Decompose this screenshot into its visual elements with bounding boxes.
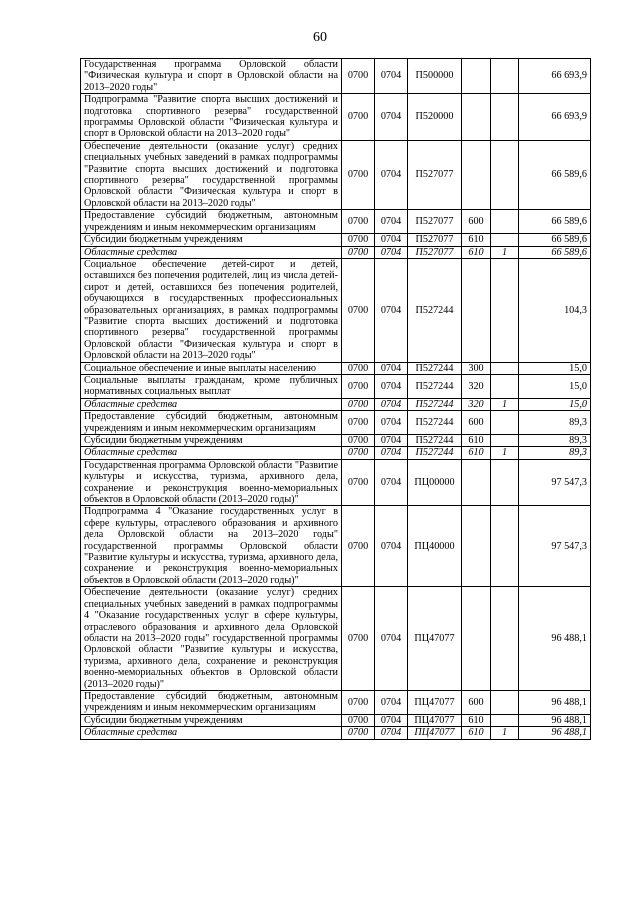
expense-type-code: 600 (462, 210, 491, 234)
expense-type-code (462, 587, 491, 691)
row-description: Социальное обеспечение и иные выплаты населению (81, 362, 342, 374)
funding-source-code: 1 (491, 398, 519, 410)
funding-source-code (491, 140, 519, 209)
funding-source-code (491, 411, 519, 435)
section-code: 0700 (342, 140, 375, 209)
expense-type-code: 300 (462, 362, 491, 374)
funding-source-code (491, 59, 519, 94)
table-row (81, 246, 591, 258)
target-article-code: ПЦ00000 (408, 459, 462, 506)
row-description: Субсидии бюджетным учреждениям (81, 714, 342, 726)
row-description: Областные средства (81, 447, 342, 459)
amount: 66 589,6 (519, 246, 591, 258)
target-article-code: ПЦ47077 (408, 727, 462, 739)
funding-source-code (491, 506, 519, 587)
funding-source-code (491, 258, 519, 362)
expense-type-code: 320 (462, 398, 491, 410)
target-article-code: П527244 (408, 258, 462, 362)
section-code: 0700 (342, 506, 375, 587)
table-row (81, 374, 591, 398)
row-description: Областные средства (81, 246, 342, 258)
funding-source-code (491, 459, 519, 506)
expense-type-code: 320 (462, 374, 491, 398)
section-code: 0700 (342, 411, 375, 435)
target-article-code: П527077 (408, 246, 462, 258)
expense-type-code: 610 (462, 447, 491, 459)
expense-type-code (462, 506, 491, 587)
expense-type-code: 610 (462, 727, 491, 739)
table-row (81, 411, 591, 435)
row-description: Государственная программа Орловской области "Развитие культуры и искусства, туризма, архивного дела, сохранение и реконструкция военно-мемориальных объектов в Орловской области (2013–2020 годы)" (81, 459, 342, 506)
subsection-code: 0704 (375, 398, 408, 410)
row-description: Обеспечение деятельности (оказание услуг) средних специальных учебных заведений в рамках подпрограммы 4 "Оказание государственных услуг в сфере культуры, отраслевого образования и архивного дела Орловской области на 2013–2020 годы" государственной программы Орловской области "Развитие культуры и искусства, туризма, архивного дела, сохранение и реконструкция военно-мемориальных объектов в Орловской области (2013–2020 годы)" (81, 587, 342, 691)
subsection-code: 0704 (375, 140, 408, 209)
table-row (81, 690, 591, 714)
expense-type-code: 610 (462, 234, 491, 246)
table-row (81, 435, 591, 447)
table-row (81, 459, 591, 506)
subsection-code: 0704 (375, 506, 408, 587)
expense-type-code: 610 (462, 246, 491, 258)
expense-type-code: 610 (462, 714, 491, 726)
table-row (81, 210, 591, 234)
expense-type-code (462, 94, 491, 141)
amount: 97 547,3 (519, 459, 591, 506)
row-description: Предоставление субсидий бюджетным, автономным учреждениям и иным некоммерческим организациям (81, 210, 342, 234)
section-code: 0700 (342, 234, 375, 246)
budget-table (80, 58, 591, 740)
amount: 66 589,6 (519, 140, 591, 209)
target-article-code: П527077 (408, 210, 462, 234)
target-article-code: П520000 (408, 94, 462, 141)
table-row (81, 362, 591, 374)
table-row (81, 587, 591, 691)
subsection-code: 0704 (375, 714, 408, 726)
subsection-code: 0704 (375, 411, 408, 435)
section-code: 0700 (342, 94, 375, 141)
subsection-code: 0704 (375, 374, 408, 398)
row-description: Государственная программа Орловской области "Физическая культура и спорт в Орловской области на 2013–2020 годы" (81, 59, 342, 94)
amount: 15,0 (519, 362, 591, 374)
subsection-code: 0704 (375, 459, 408, 506)
table-row (81, 234, 591, 246)
expense-type-code (462, 459, 491, 506)
funding-source-code: 1 (491, 727, 519, 739)
amount: 66 693,9 (519, 59, 591, 94)
expense-type-code: 600 (462, 690, 491, 714)
subsection-code: 0704 (375, 258, 408, 362)
amount: 97 547,3 (519, 506, 591, 587)
expense-type-code (462, 258, 491, 362)
table-row (81, 727, 591, 739)
funding-source-code: 1 (491, 246, 519, 258)
budget-table-body (81, 59, 591, 740)
section-code: 0700 (342, 258, 375, 362)
subsection-code: 0704 (375, 59, 408, 94)
amount: 104,3 (519, 258, 591, 362)
section-code: 0700 (342, 362, 375, 374)
subsection-code: 0704 (375, 246, 408, 258)
target-article-code: П527077 (408, 140, 462, 209)
amount: 89,3 (519, 435, 591, 447)
table-row (81, 447, 591, 459)
amount: 89,3 (519, 447, 591, 459)
target-article-code: П527244 (408, 374, 462, 398)
amount: 66 693,9 (519, 94, 591, 141)
table-row (81, 506, 591, 587)
amount: 96 488,1 (519, 727, 591, 739)
expense-type-code: 610 (462, 435, 491, 447)
section-code: 0700 (342, 714, 375, 726)
section-code: 0700 (342, 210, 375, 234)
section-code: 0700 (342, 447, 375, 459)
amount: 66 589,6 (519, 234, 591, 246)
section-code: 0700 (342, 690, 375, 714)
amount: 89,3 (519, 411, 591, 435)
target-article-code: П527244 (408, 411, 462, 435)
row-description: Субсидии бюджетным учреждениям (81, 435, 342, 447)
row-description: Социальное обеспечение детей-сирот и детей, оставшихся без попечения родителей, лиц из числа детей-сирот и детей, оставшихся без попечения родителей, обучающихся в государственных профессиональных образовательных организациях, в рамках подпрограммы "Развитие спорта высших достижений и подготовка спортивного резерва" государственной программы Орловской области "Физическая культура и спорт в Орловской области на 2013–2020 годы" (81, 258, 342, 362)
subsection-code: 0704 (375, 210, 408, 234)
section-code: 0700 (342, 727, 375, 739)
funding-source-code (491, 362, 519, 374)
target-article-code: П500000 (408, 59, 462, 94)
amount: 96 488,1 (519, 690, 591, 714)
table-row (81, 714, 591, 726)
subsection-code: 0704 (375, 234, 408, 246)
target-article-code: ПЦ47077 (408, 714, 462, 726)
row-description: Подпрограмма "Развитие спорта высших достижений и подготовка спортивного резерва" государственной программы Орловской области "Физическая культура и спорт в Орловской области на 2013–2020 годы" (81, 94, 342, 141)
section-code: 0700 (342, 398, 375, 410)
table-row (81, 258, 591, 362)
expense-type-code (462, 140, 491, 209)
row-description: Подпрограмма 4 "Оказание государственных услуг в сфере культуры, отраслевого образования и архивного дела Орловской области на 2013–2020 годы" государственной программы Орловской области "Развитие культуры и искусства, туризма, архивного дела, сохранение и реконструкция военно-мемориальных объектов в Орловской области (2013–2020 годы)" (81, 506, 342, 587)
subsection-code: 0704 (375, 587, 408, 691)
funding-source-code (491, 690, 519, 714)
target-article-code: П527244 (408, 447, 462, 459)
target-article-code: П527077 (408, 234, 462, 246)
funding-source-code (491, 714, 519, 726)
subsection-code: 0704 (375, 727, 408, 739)
row-description: Обеспечение деятельности (оказание услуг) средних специальных учебных заведений в рамках подпрограммы "Развитие спорта высших достижений и подготовка спортивного резерва" государственной программы Орловской области "Физическая культура и спорт в Орловской области на 2013–2020 годы" (81, 140, 342, 209)
amount: 96 488,1 (519, 714, 591, 726)
section-code: 0700 (342, 587, 375, 691)
amount: 66 589,6 (519, 210, 591, 234)
row-description: Предоставление субсидий бюджетным, автономным учреждениям и иным некоммерческим организациям (81, 690, 342, 714)
funding-source-code: 1 (491, 447, 519, 459)
row-description: Субсидии бюджетным учреждениям (81, 234, 342, 246)
target-article-code: П527244 (408, 398, 462, 410)
target-article-code: П527244 (408, 362, 462, 374)
row-description: Областные средства (81, 727, 342, 739)
subsection-code: 0704 (375, 447, 408, 459)
section-code: 0700 (342, 59, 375, 94)
row-description: Предоставление субсидий бюджетным, автономным учреждениям и иным некоммерческим организациям (81, 411, 342, 435)
funding-source-code (491, 374, 519, 398)
amount: 15,0 (519, 374, 591, 398)
expense-type-code: 600 (462, 411, 491, 435)
subsection-code: 0704 (375, 362, 408, 374)
section-code: 0700 (342, 374, 375, 398)
expense-type-code (462, 59, 491, 94)
funding-source-code (491, 435, 519, 447)
page-number: 60 (313, 30, 327, 45)
subsection-code: 0704 (375, 94, 408, 141)
row-description: Социальные выплаты гражданам, кроме публичных нормативных социальных выплат (81, 374, 342, 398)
funding-source-code (491, 234, 519, 246)
table-row (81, 94, 591, 141)
amount: 15,0 (519, 398, 591, 410)
target-article-code: ПЦ47077 (408, 690, 462, 714)
funding-source-code (491, 94, 519, 141)
table-row (81, 59, 591, 94)
subsection-code: 0704 (375, 435, 408, 447)
funding-source-code (491, 210, 519, 234)
row-description: Областные средства (81, 398, 342, 410)
target-article-code: П527244 (408, 435, 462, 447)
target-article-code: ПЦ40000 (408, 506, 462, 587)
amount: 96 488,1 (519, 587, 591, 691)
funding-source-code (491, 587, 519, 691)
table-row (81, 398, 591, 410)
table-row (81, 140, 591, 209)
section-code: 0700 (342, 435, 375, 447)
section-code: 0700 (342, 459, 375, 506)
target-article-code: ПЦ47077 (408, 587, 462, 691)
section-code: 0700 (342, 246, 375, 258)
subsection-code: 0704 (375, 690, 408, 714)
